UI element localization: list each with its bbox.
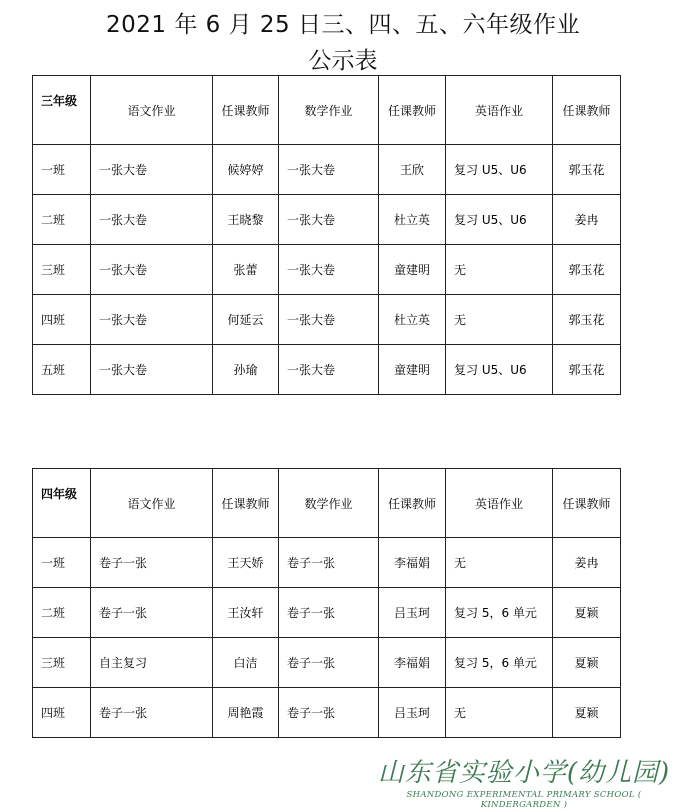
table-cell: 一张大卷: [279, 195, 379, 245]
table-cell: 夏颖: [553, 688, 621, 738]
table-cell: 白洁: [213, 638, 279, 688]
table-cell: 一张大卷: [91, 295, 213, 345]
school-logo: [374, 752, 674, 810]
table-cell: 何延云: [213, 295, 279, 345]
table-cell: 一张大卷: [279, 145, 379, 195]
class-name-cell: 四班: [33, 295, 91, 345]
table-cell: 卷子一张: [279, 588, 379, 638]
table-cell: 郭玉花: [553, 345, 621, 395]
table-row: [33, 688, 621, 738]
table-cell: 复习 5，6 单元: [446, 588, 553, 638]
table-cell: 卷子一张: [91, 688, 213, 738]
table-cell: 吕玉珂: [379, 588, 446, 638]
table-row: [33, 638, 621, 688]
table-cell: 卷子一张: [279, 538, 379, 588]
class-name-cell: 三班: [33, 638, 91, 688]
table-cell: 夏颖: [553, 638, 621, 688]
column-header: 数学作业: [279, 76, 379, 145]
table-cell: 童建明: [379, 345, 446, 395]
table-cell: 复习 U5、U6: [446, 345, 553, 395]
table-cell: 无: [446, 245, 553, 295]
table-cell: 复习 U5、U6: [446, 195, 553, 245]
table-cell: 王欣: [379, 145, 446, 195]
class-name-cell: 一班: [33, 538, 91, 588]
table-cell: 卷子一张: [91, 588, 213, 638]
table-row: [33, 195, 621, 245]
class-name-cell: 三班: [33, 245, 91, 295]
table-cell: 吕玉珂: [379, 688, 446, 738]
class-name-cell: 五班: [33, 345, 91, 395]
column-header: 任课教师: [553, 76, 621, 145]
table-cell: 孙瑜: [213, 345, 279, 395]
grade3-table-body: [33, 76, 621, 395]
class-name-cell: 一班: [33, 145, 91, 195]
column-header: 任课教师: [553, 469, 621, 538]
column-header: 数学作业: [279, 469, 379, 538]
table-row: [33, 588, 621, 638]
table-cell: 王汝轩: [213, 588, 279, 638]
grade-label: 三年级: [33, 76, 91, 145]
table-cell: 王晓黎: [213, 195, 279, 245]
header-row: [33, 469, 621, 538]
table-cell: 卷子一张: [279, 688, 379, 738]
table-row: [33, 295, 621, 345]
column-header: 任课教师: [379, 469, 446, 538]
column-header: 任课教师: [213, 76, 279, 145]
table-cell: 郭玉花: [553, 295, 621, 345]
page-title: 2021 年 6 月 25 日三、四、五、六年级作业: [106, 12, 580, 38]
class-name-cell: 四班: [33, 688, 91, 738]
page-subtitle: 公示表: [308, 48, 378, 74]
column-header: 英语作业: [446, 469, 553, 538]
school-logo-chinese: 山东省实验小学(幼儿园): [377, 758, 671, 788]
column-header: 语文作业: [91, 76, 213, 145]
school-logo-english: SHANDONG EXPERIMENTAL PRIMARY SCHOOL ( KINDERGARDEN ): [406, 790, 642, 810]
table-cell: 一张大卷: [91, 195, 213, 245]
header-row: [33, 76, 621, 145]
column-header: 任课教师: [213, 469, 279, 538]
column-header: 语文作业: [91, 469, 213, 538]
table-cell: 无: [446, 688, 553, 738]
class-name-cell: 二班: [33, 195, 91, 245]
table-cell: 王天娇: [213, 538, 279, 588]
grade-label: 四年级: [33, 469, 91, 538]
table-cell: 无: [446, 295, 553, 345]
table-cell: 一张大卷: [91, 345, 213, 395]
table-cell: 卷子一张: [91, 538, 213, 588]
table-cell: 郭玉花: [553, 245, 621, 295]
table-row: [33, 538, 621, 588]
table-cell: 无: [446, 538, 553, 588]
table-row: [33, 345, 621, 395]
grade4-homework-table: [32, 468, 621, 738]
table-cell: 郭玉花: [553, 145, 621, 195]
table-cell: 复习 5，6 单元: [446, 638, 553, 688]
table-cell: 自主复习: [91, 638, 213, 688]
table-cell: 张蕾: [213, 245, 279, 295]
table-cell: 一张大卷: [279, 245, 379, 295]
column-header: 任课教师: [379, 76, 446, 145]
table-cell: 杜立英: [379, 195, 446, 245]
table-row: [33, 145, 621, 195]
table-cell: 李福娟: [379, 638, 446, 688]
table-cell: 童建明: [379, 245, 446, 295]
table-cell: 卷子一张: [279, 638, 379, 688]
table-cell: 一张大卷: [91, 245, 213, 295]
table-cell: 一张大卷: [91, 145, 213, 195]
table-cell: 姜冉: [553, 195, 621, 245]
table-cell: 周艳霞: [213, 688, 279, 738]
table-cell: 杜立英: [379, 295, 446, 345]
table-cell: 李福娟: [379, 538, 446, 588]
table-cell: 候婷婷: [213, 145, 279, 195]
table-cell: 一张大卷: [279, 295, 379, 345]
class-name-cell: 二班: [33, 588, 91, 638]
table-cell: 一张大卷: [279, 345, 379, 395]
grade4-table-body: [33, 469, 621, 738]
column-header: 英语作业: [446, 76, 553, 145]
grade3-homework-table: [32, 75, 621, 395]
table-cell: 姜冉: [553, 538, 621, 588]
table-cell: 复习 U5、U6: [446, 145, 553, 195]
table-row: [33, 245, 621, 295]
table-cell: 夏颖: [553, 588, 621, 638]
